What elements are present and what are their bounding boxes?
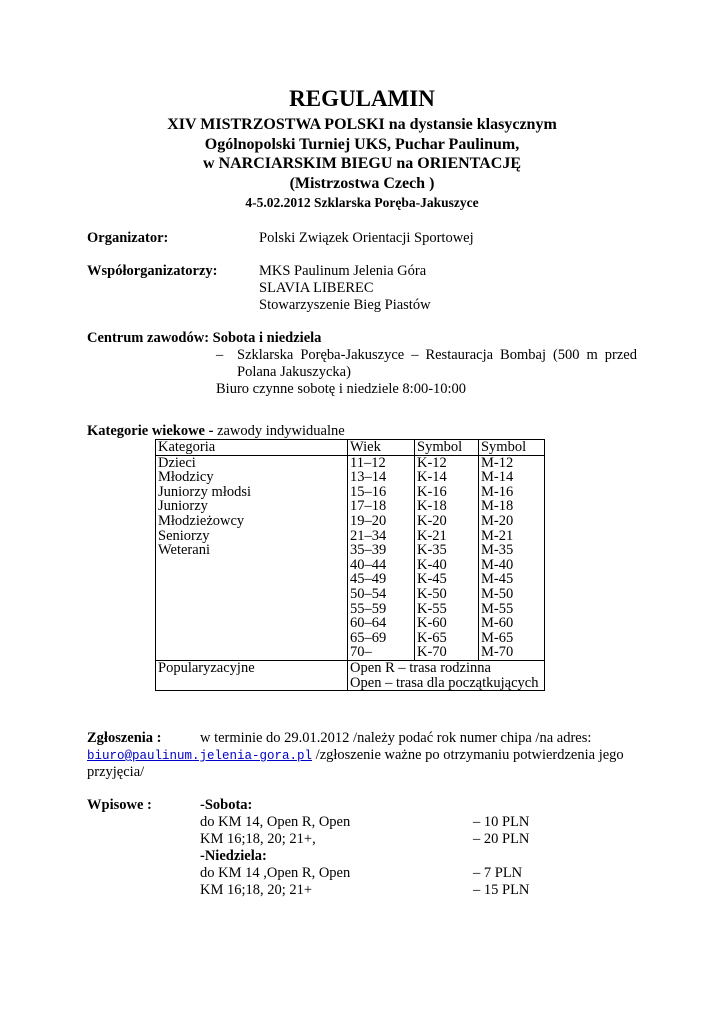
k-symbol: K-60 xyxy=(417,615,447,632)
m-symbol: M-14 xyxy=(480,469,514,486)
category-names-cell xyxy=(156,455,348,660)
fee-price: – 10 PLN xyxy=(473,814,530,830)
m-symbol: M-55 xyxy=(480,600,514,617)
fee-desc: KM 16;18, 20; 21+, xyxy=(200,831,316,847)
saturday-label: -Sobota: xyxy=(200,797,253,813)
date-place: 4-5.02.2012 Szklarska Poręba-Jakuszyce xyxy=(245,195,479,210)
age-range: 45–49 xyxy=(350,571,387,588)
popular-route: Open R – trasa rodzinna xyxy=(350,659,491,676)
category-name: Weterani xyxy=(158,542,210,559)
categories-table xyxy=(155,439,545,691)
header-cell: Wiek xyxy=(348,440,415,456)
registration-line-2 xyxy=(87,746,624,765)
organizer-value: Polski Związek Orientacji Sportowej xyxy=(259,230,474,246)
centrum-location: Szklarska Poręba-Jakuszyce – Restauracja Bombaj (500 m przed xyxy=(237,347,637,363)
age-range: 35–39 xyxy=(350,542,387,559)
fees-label: Wpisowe : xyxy=(87,797,152,813)
m-symbol: M-45 xyxy=(480,571,514,588)
popular-routes-cell xyxy=(348,660,545,690)
category-name: Młodzieżowcy xyxy=(158,512,245,529)
fee-desc: do KM 14 ,Open R, Open xyxy=(200,865,351,881)
fee-price: – 7 PLN xyxy=(473,865,523,881)
age-range: 70– xyxy=(350,644,372,661)
k-symbol: K-55 xyxy=(417,600,447,617)
fee-desc: KM 16;18, 20; 21+ xyxy=(200,882,313,898)
fee-price: – 20 PLN xyxy=(473,831,530,847)
k-symbol: K-65 xyxy=(417,629,447,646)
category-name: Młodzicy xyxy=(158,469,214,486)
centrum-bullet: – xyxy=(216,347,224,363)
popular-route: Open – trasa dla początkujących xyxy=(350,674,539,691)
age-range: 11–12 xyxy=(350,454,386,471)
age-range: 55–59 xyxy=(350,600,387,617)
ages-cell xyxy=(348,455,415,660)
k-symbol: K-16 xyxy=(417,483,447,500)
registration-text: w terminie do 29.01.2012 /należy podać rok numer chipa /na adres: xyxy=(200,730,592,746)
m-symbol: M-40 xyxy=(480,556,514,573)
registration-label: Zgłoszenia : xyxy=(87,730,162,746)
m-symbol: M-65 xyxy=(480,629,514,646)
category-name: Seniorzy xyxy=(158,527,210,544)
age-range: 15–16 xyxy=(350,483,387,500)
age-range: 17–18 xyxy=(350,498,387,515)
k-symbol: K-18 xyxy=(417,498,447,515)
subtitle-line-2: Ogólnopolski Turniej UKS, Puchar Paulinum, xyxy=(204,136,520,153)
coorganizers-label: Współorganizatorzy: xyxy=(87,263,218,279)
age-range: 21–34 xyxy=(350,527,387,544)
subtitle-line-4: (Mistrzostwa Czech ) xyxy=(289,175,435,192)
age-range: 40–44 xyxy=(350,556,387,573)
k-symbol: K-70 xyxy=(417,644,447,661)
registration-note: /zgłoszenie ważne po otrzymaniu potwierdzenia jego xyxy=(315,747,624,763)
m-symbol: M-50 xyxy=(480,585,514,602)
k-symbols-cell xyxy=(415,455,479,660)
m-symbols-cell xyxy=(478,455,544,660)
table-row xyxy=(156,455,545,660)
subtitle-line-1: XIV MISTRZOSTWA POLSKI na dystansie klasycznym xyxy=(167,116,557,133)
age-range: 50–54 xyxy=(350,585,387,602)
document-title: REGULAMIN xyxy=(289,86,435,111)
category-name: Juniorzy młodsi xyxy=(158,483,252,500)
category-name: Juniorzy xyxy=(158,498,208,515)
fee-desc: do KM 14, Open R, Open xyxy=(200,814,351,830)
m-symbol: M-20 xyxy=(480,512,514,529)
header-cell: Symbol xyxy=(478,440,544,456)
categories-label: Kategorie wiekowe - xyxy=(87,423,218,439)
m-symbol: M-70 xyxy=(480,644,514,661)
table-header-row xyxy=(156,440,545,456)
sunday-label: -Niedziela: xyxy=(200,848,267,864)
header-cell: Kategoria xyxy=(156,440,348,456)
category-name: Dzieci xyxy=(158,454,196,471)
centrum-location-cont: Polana Jakuszycka) xyxy=(237,364,351,380)
coorganizer-item: Stowarzyszenie Bieg Piastów xyxy=(259,297,431,313)
k-symbol: K-14 xyxy=(417,469,447,486)
k-symbol: K-40 xyxy=(417,556,447,573)
table-row-popular xyxy=(156,660,545,690)
age-range: 19–20 xyxy=(350,512,387,529)
organizer-label: Organizator: xyxy=(87,230,169,246)
categories-heading xyxy=(87,422,345,440)
coorganizer-item: SLAVIA LIBEREC xyxy=(259,280,374,296)
m-symbol: M-18 xyxy=(480,498,514,515)
k-symbol: K-45 xyxy=(417,571,447,588)
registration-note-cont: przyjęcia/ xyxy=(87,764,145,780)
categories-label-suffix: zawody indywidualne xyxy=(217,423,345,439)
coorganizer-item: MKS Paulinum Jelenia Góra xyxy=(259,263,427,279)
m-symbol: M-21 xyxy=(480,527,514,544)
m-symbol: M-35 xyxy=(480,542,514,559)
k-symbol: K-20 xyxy=(417,512,447,529)
office-hours: Biuro czynne sobotę i niedziele 8:00-10:00 xyxy=(216,381,467,397)
k-symbol: K-50 xyxy=(417,585,447,602)
age-range: 60–64 xyxy=(350,615,387,632)
m-symbol: M-16 xyxy=(480,483,514,500)
header-cell: Symbol xyxy=(415,440,479,456)
k-symbol: K-12 xyxy=(417,454,447,471)
email-link[interactable]: biuro@paulinum.jelenia-gora.pl xyxy=(87,749,313,763)
popular-label: Popularyzacyjne xyxy=(156,660,348,690)
subtitle-line-3: w NARCIARSKIM BIEGU na ORIENTACJĘ xyxy=(203,155,521,172)
centrum-label: Centrum zawodów: Sobota i niedziela xyxy=(87,330,322,346)
m-symbol: M-12 xyxy=(480,454,514,471)
k-symbol: K-35 xyxy=(417,542,447,559)
age-range: 13–14 xyxy=(350,469,387,486)
k-symbol: K-21 xyxy=(417,527,447,544)
fee-price: – 15 PLN xyxy=(473,882,530,898)
age-range: 65–69 xyxy=(350,629,387,646)
m-symbol: M-60 xyxy=(480,615,514,632)
